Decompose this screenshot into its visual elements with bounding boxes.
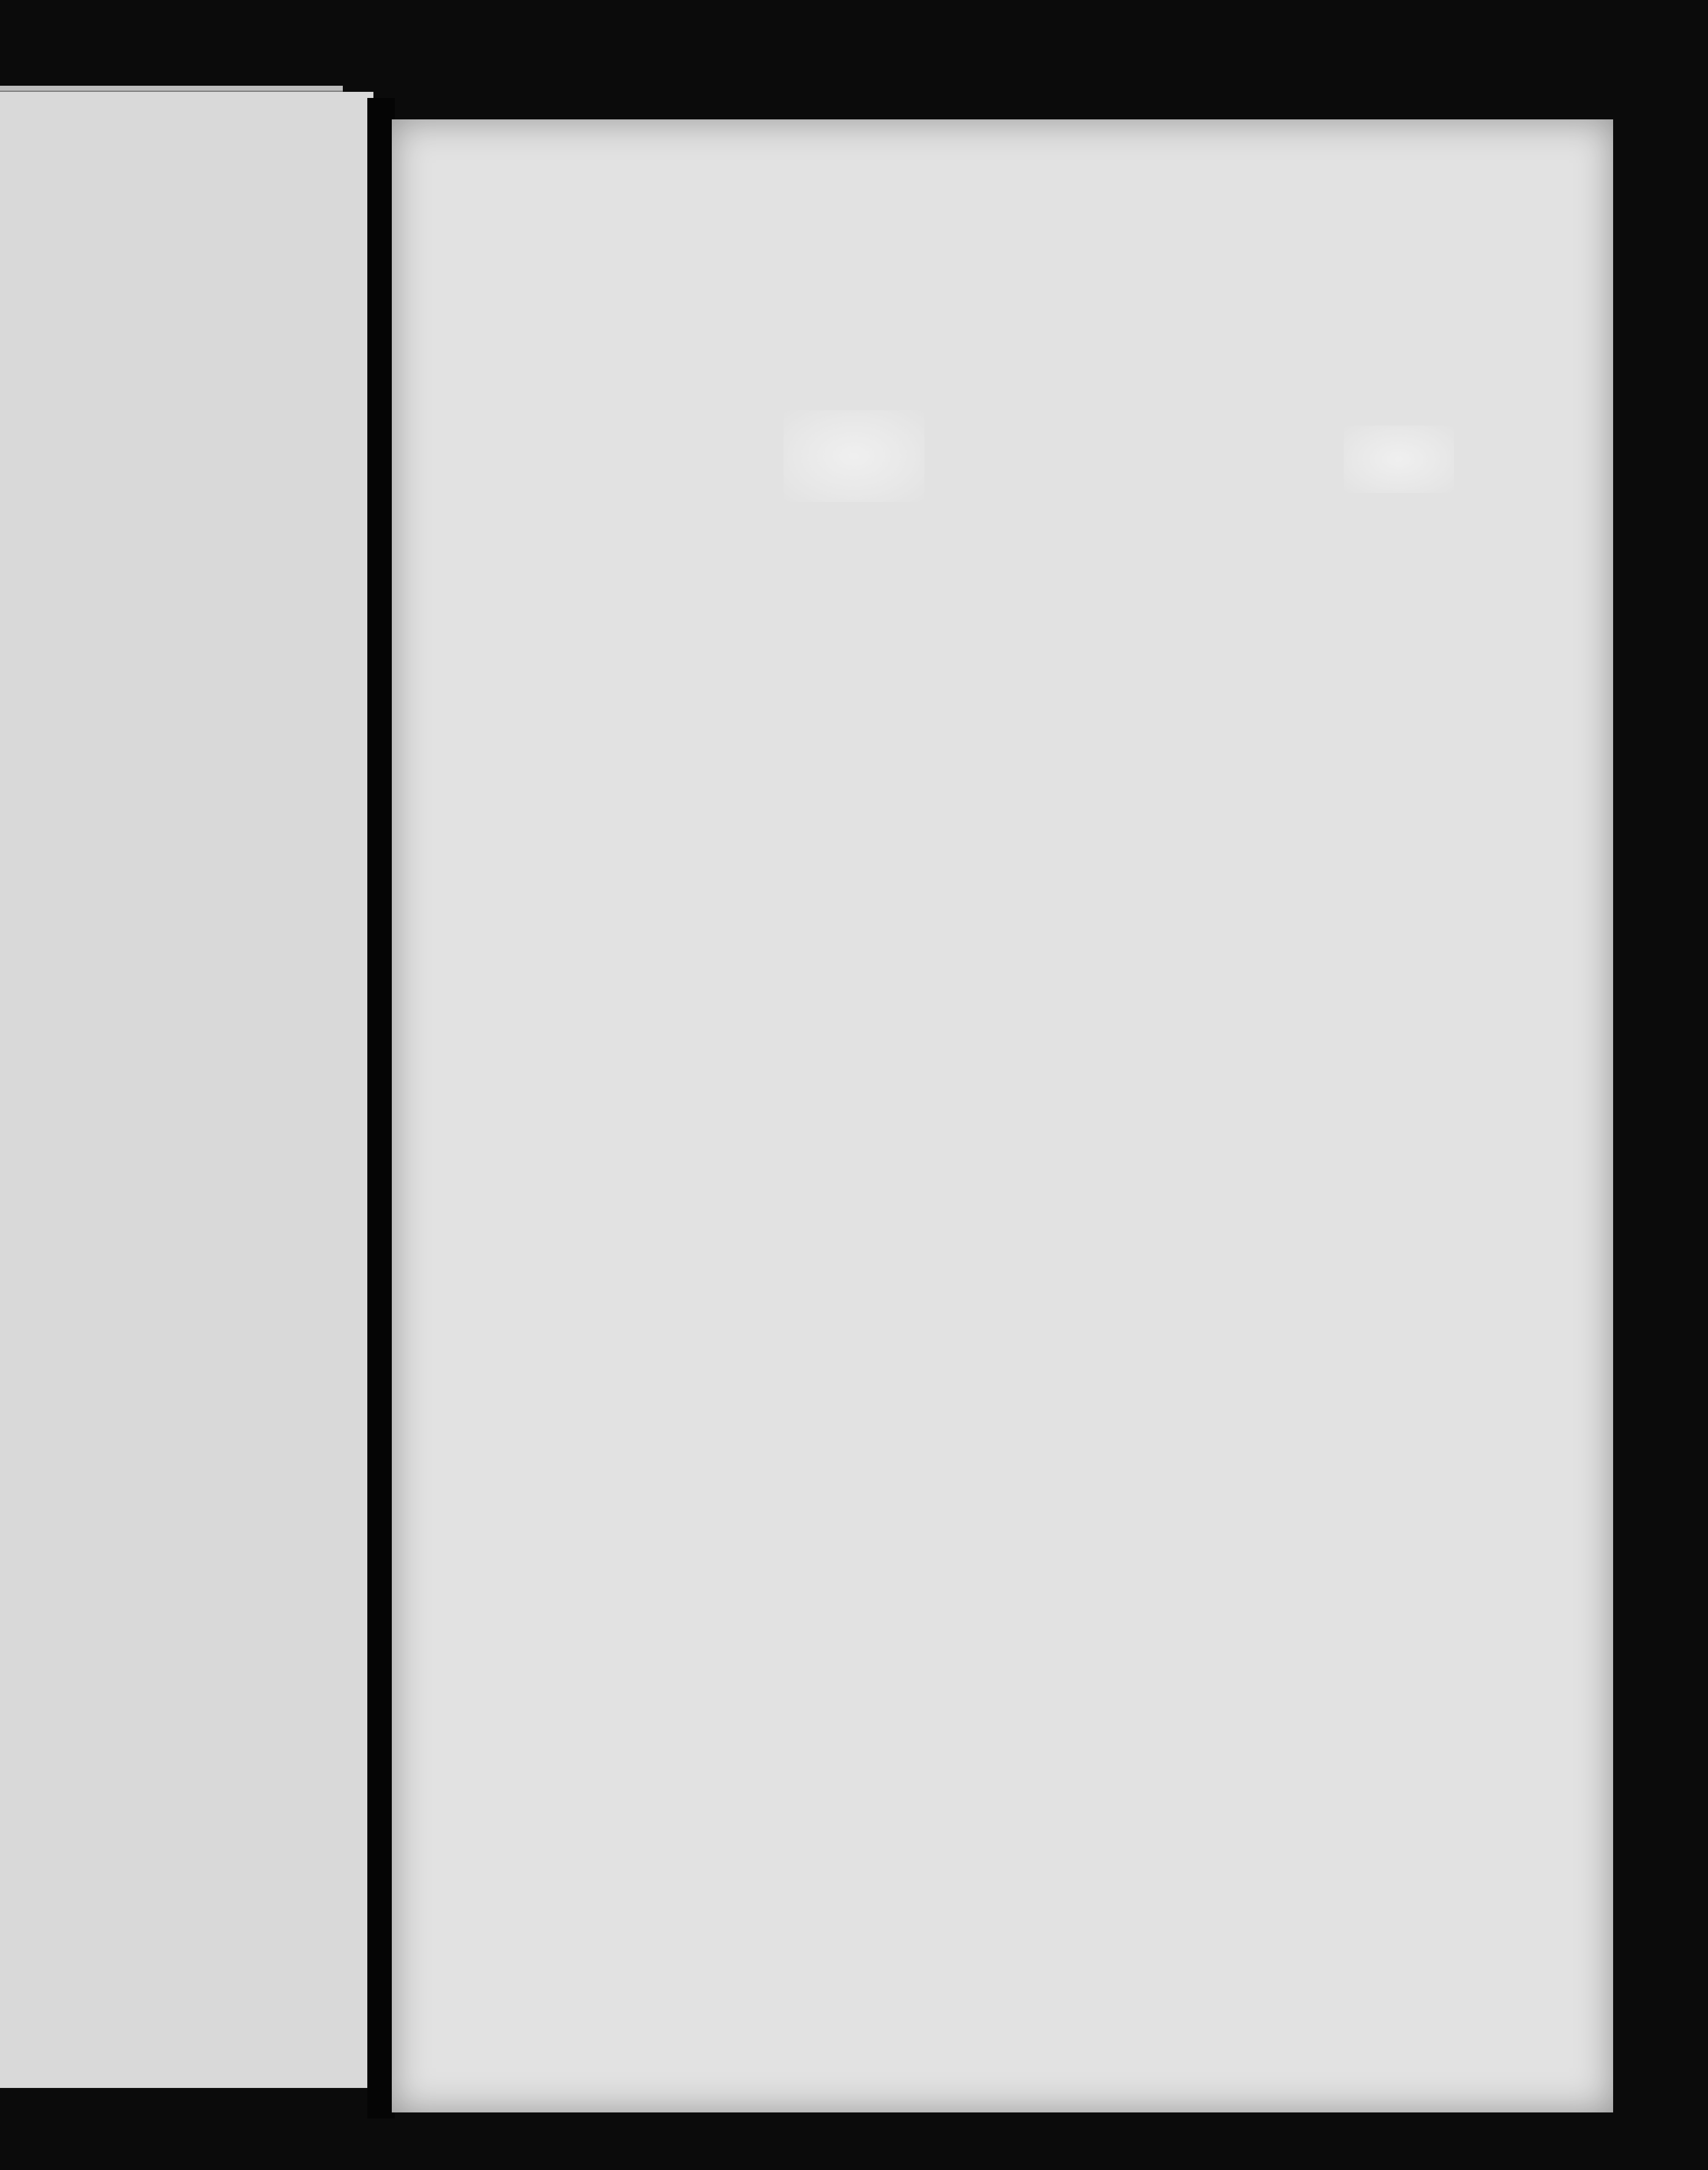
faded-ink-area <box>784 410 924 502</box>
right-page <box>392 119 1613 2112</box>
book-gutter <box>367 98 395 2119</box>
running-head <box>658 314 1564 351</box>
left-facing-page <box>0 92 373 2088</box>
faded-ink-area <box>1344 426 1454 493</box>
